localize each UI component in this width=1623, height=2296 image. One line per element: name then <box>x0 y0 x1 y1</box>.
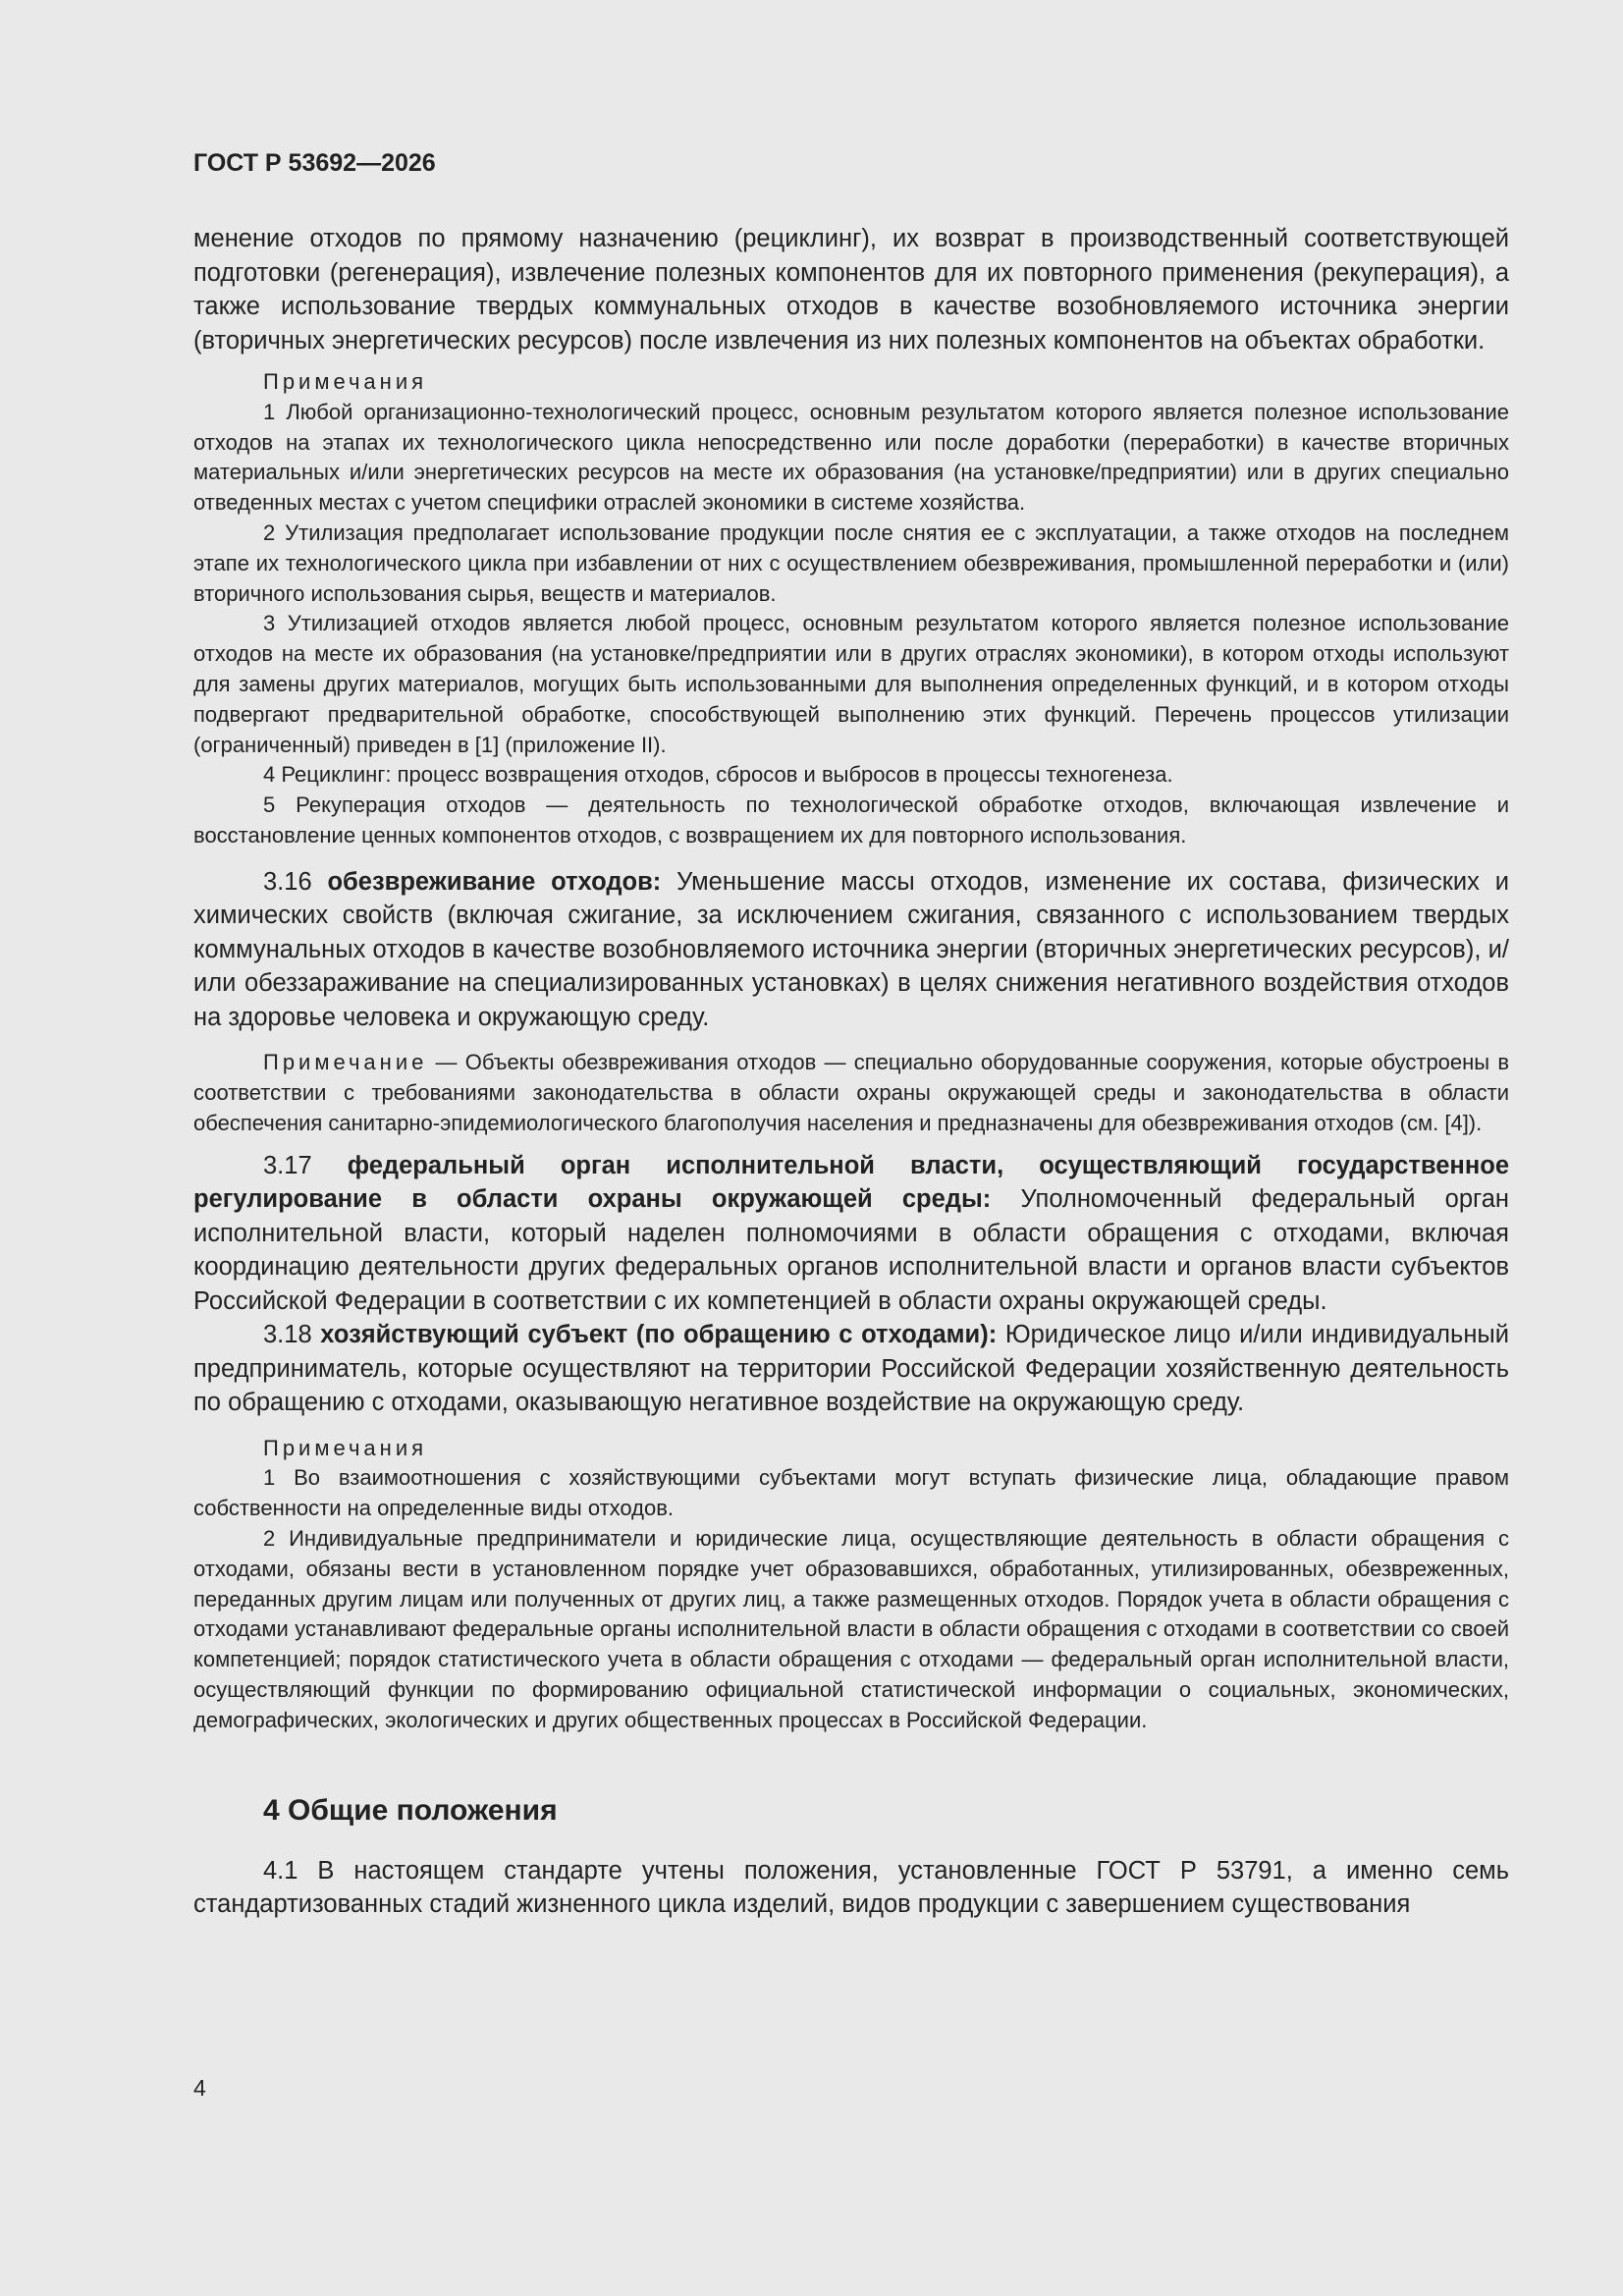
note-3-16 <box>193 1048 1509 1138</box>
notes-block-2 <box>193 1434 1509 1736</box>
note-item: 5 Рекуперация отходов — деятельность по технологической обработке отходов, включающая извлечение и восстановление ценных компонентов отходов, с возвращением их для повторного использования. <box>193 793 1509 847</box>
note-item: 3 Утилизацией отходов является любой процесс, основным результатом которого является полезное использование отходов на месте их образования (на установке/предприятии или в других отраслях экономики), в котором отходы используют для замены других материалов, могущих быть использованными для выполнения определенных функций, и в котором отходы подвергают предварительной обработке, способствующей выполнению этих функций. Перечень процессов утилизации (ограниченный) приведен в [1] (приложение II). <box>193 611 1509 757</box>
term-name: обезвреживание отходов: <box>327 867 662 896</box>
paragraph-4-1: 4.1 В настоящем стандарте учтены положения, установленные ГОСТ Р 53791, а именно семь стандартизованных стадий жизненного цикла изделий, видов продукции с завершением существования <box>193 1856 1509 1919</box>
document-header: ГОСТ Р 53692—2026 <box>193 149 436 177</box>
term-definition: Уменьшение массы отходов, изменение их состава, физических и химических свойств (включая сжигание, за исключением сжигания, связанного с использованием твердых коммунальных отходов в качестве возобновляемого источника энергии (вторичных энергетических ресурсов), и/или обеззараживание на специализированных установках) в целях снижения негативного воздействия отходов на здоровье человека и окружающую среду. <box>193 867 1509 1031</box>
note-item: 1 Во взаимоотношения с хозяйствующими субъектами могут вступать физические лица, обладающие правом собственности на определенные виды отходов. <box>193 1465 1509 1521</box>
term-name: хозяйствующий субъект (по обращению с отходами): <box>320 1321 998 1349</box>
intro-paragraph: менение отходов по прямому назначению (рециклинг), их возврат в производственный соответствующей подготовки (регенерация), извлечение полезных компонентов для их повторного применения (рекуперация), а также использование твердых коммунальных отходов в качестве возобновляемого источника энергии (вторичных энергетических ресурсов) после извлечения из них полезных компонентов на объектах обработки. <box>193 225 1509 355</box>
term-definition: Уполномоченный федеральный орган исполнительной власти, который наделен полномочиями в области обращения с отходами, включая координацию деятельности других федеральных органов исполнительной власти и органов власти субъектов Российской Федерации в соответствии с их компетенцией в области охраны окружающей среды. <box>193 1185 1510 1315</box>
term-number: 3.16 <box>263 867 312 896</box>
note-text: — Объекты обезвреживания отходов — специально оборудованные сооружения, которые обустроены в соответствии с требованиями законодательства в области охраны окружающей среды и законодательства в области обеспечения санитарно-эпидемиологического благополучия населения и предназначены для обезвреживания отходов (см. [4]). <box>193 1050 1509 1135</box>
note-item: 4 Рециклинг: процесс возвращения отходов, сбросов и выбросов в процессы техногенеза. <box>263 762 1173 788</box>
term-number: 3.17 <box>263 1151 312 1179</box>
page-content <box>193 222 1509 1922</box>
term-name: федеральный орган исполнительной власти, осуществляющий государственное регулирование в области охраны окружающей среды: <box>193 1151 1509 1214</box>
term-definition: Юридическое лицо и/или индивидуальный предприниматель, которые осуществляют на территории Российской Федерации хозяйственную деятельность по обращению с отходами, оказывающую негативное воздействие на окружающую среду. <box>193 1321 1509 1417</box>
note-item: 2 Утилизация предполагает использование продукции после снятия ее с эксплуатации, а также отходов на последнем этапе их технологического цикла при избавлении от них с осуществлением обезвреживания, промышленной переработки и (или) вторичного использования сырья, веществ и материалов. <box>193 519 1509 606</box>
note-item: 1 Любой организационно-технологический процесс, основным результатом которого является полезное использование отходов на этапах их технологического цикла непосредственно или после доработки (переработки) в качестве вторичных материальных и/или энергетических ресурсов на месте их образования (на установке/предприятии) или в других специально отведенных местах с учетом специфики отраслей экономики в системе хозяйства. <box>193 399 1509 516</box>
term-number: 3.18 <box>263 1321 312 1349</box>
note-item: 2 Индивидуальные предприниматели и юридические лица, осуществляющие деятельность в области обращения с отходами, обязаны вести в установленном порядке учет образовавшихся, обработанных, утилизированных, обезвреженных, переданных другим лицам или полученных от других лиц, а также размещенных отходов. Порядок учета в области обращения с отходами устанавливают федеральные органы исполнительной власти в области обращения с отходами в соответствии со своей компетенцией; порядок статистического учета в области обращения с отходами — федеральный орган исполнительной власти, осуществляющий функции по формированию официальной статистической информации о социальных, экономических, демографических, экологических и других общественных процессах в Российской Федерации. <box>193 1526 1509 1732</box>
notes-heading: Примечания <box>263 1435 428 1460</box>
notes-heading: Примечания <box>263 369 428 394</box>
note-label: Примечание <box>263 1050 428 1075</box>
section-4-heading: 4 Общие положения <box>263 1793 558 1827</box>
term-3-18 <box>193 1318 1509 1420</box>
term-3-17 <box>193 1149 1509 1319</box>
term-3-16 <box>193 865 1509 1035</box>
notes-block-1 <box>193 367 1509 851</box>
page-number: 4 <box>193 2075 206 2101</box>
